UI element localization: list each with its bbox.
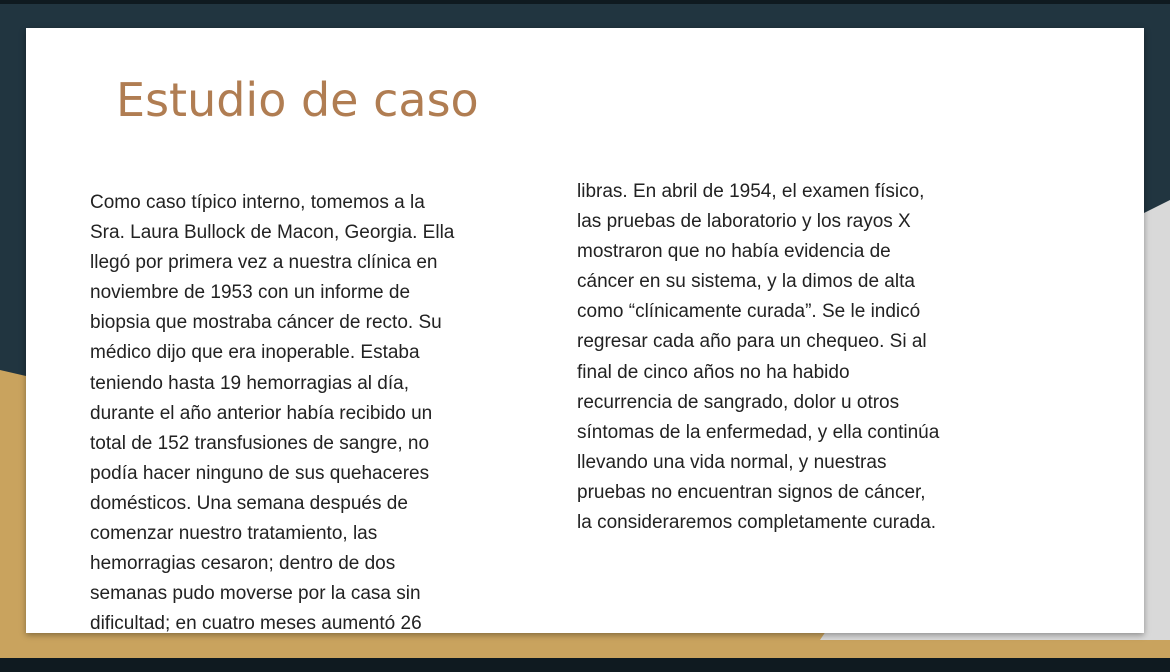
text-line: pruebas no encuentran signos de cáncer,	[577, 481, 926, 503]
body-text-right-column	[577, 177, 1017, 538]
text-line: semanas pudo moverse por la casa sin	[90, 583, 421, 605]
text-line: dificultad; en cuatro meses aumentó 26	[90, 613, 422, 635]
body-text-left-column	[90, 188, 498, 639]
text-line: biopsia que mostraba cáncer de recto. Su	[90, 312, 442, 334]
text-line: las pruebas de laboratorio y los rayos X	[577, 211, 911, 233]
text-line: noviembre de 1953 con un informe de	[90, 282, 411, 304]
text-line: recurrencia de sangrado, dolor u otros	[577, 391, 900, 413]
text-line: médico dijo que era inoperable. Estaba	[90, 342, 420, 364]
text-line: la consideraremos completamente curada.	[577, 512, 937, 534]
slide-canvas	[26, 28, 1144, 633]
text-line: final de cinco años no ha habido	[577, 361, 850, 383]
text-line: como “clínicamente curada”. Se le indicó	[577, 301, 921, 323]
text-line: libras. En abril de 1954, el examen físico,	[577, 181, 925, 202]
text-line: Sra. Laura Bullock de Macon, Georgia. Ella	[90, 222, 455, 244]
text-line: comenzar nuestro tratamiento, las	[90, 523, 378, 545]
text-line: domésticos. Una semana después de	[90, 492, 408, 514]
text-line: mostraron que no había evidencia de	[577, 241, 891, 263]
text-line: llevando una vida normal, y nuestras	[577, 451, 887, 473]
text-line: regresar cada año para un chequeo. Si al	[577, 331, 927, 353]
text-line: llegó por primera vez a nuestra clínica en	[90, 252, 438, 274]
text-line: durante el año anterior había recibido un	[90, 402, 433, 424]
slide-title: Estudio de caso	[116, 73, 479, 127]
top-frame-band	[0, 0, 1170, 4]
text-line: cáncer en su sistema, y la dimos de alta	[577, 271, 915, 293]
bottom-frame-band	[0, 658, 1170, 672]
text-line: síntomas de la enfermedad, y ella continúa	[577, 421, 940, 443]
text-line: total de 152 transfusiones de sangre, no	[90, 432, 430, 454]
text-line: podía hacer ninguno de sus quehaceres	[90, 462, 430, 484]
text-line: hemorragias cesaron; dentro de dos	[90, 553, 396, 575]
text-line: Como caso típico interno, tomemos a la	[90, 192, 425, 213]
text-line: teniendo hasta 19 hemorragias al día,	[90, 372, 409, 394]
